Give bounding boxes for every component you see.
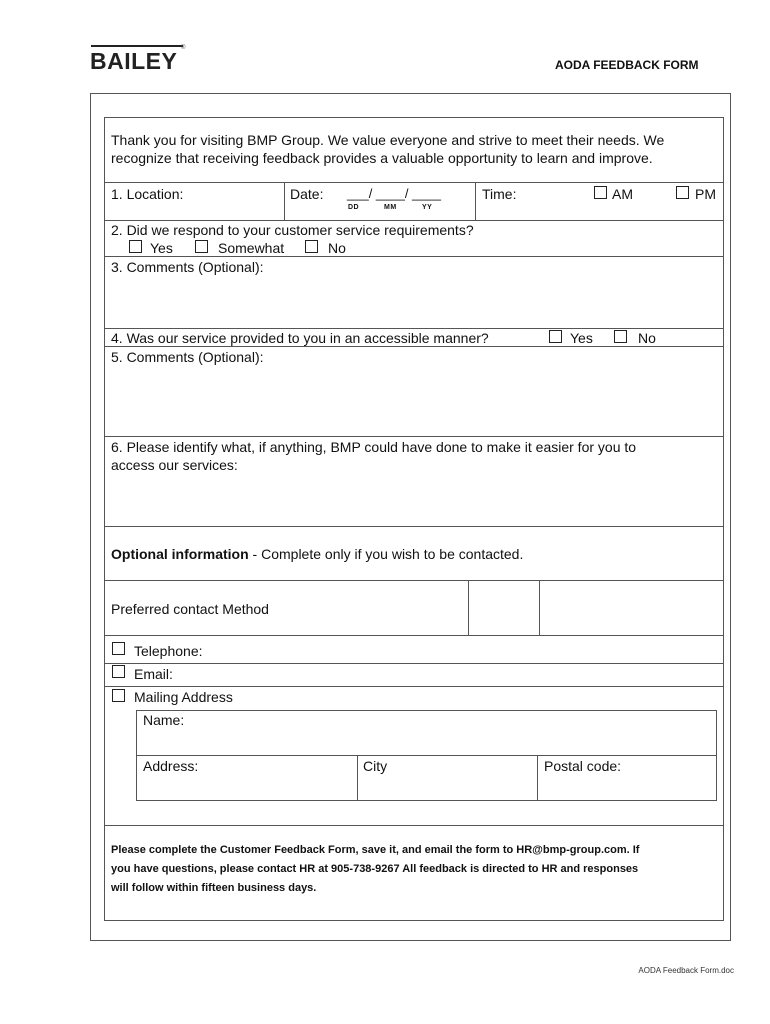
divider xyxy=(539,580,540,635)
date-mm-label: MM xyxy=(384,204,397,211)
telephone-label: Telephone: xyxy=(134,643,203,659)
divider xyxy=(104,686,724,687)
divider xyxy=(475,182,476,220)
intro-line-1: Thank you for visiting BMP Group. We value everyone and strive to meet their needs. We xyxy=(111,132,665,148)
intro-line-2: recognize that receiving feedback provides a valuable opportunity to learn and improve. xyxy=(111,150,653,166)
q2-yes-checkbox[interactable] xyxy=(129,240,142,253)
divider xyxy=(104,825,724,826)
postal-code-label: Postal code: xyxy=(544,758,622,774)
bailey-logo: BAILEY xyxy=(90,48,178,74)
location-label: 1. Location: xyxy=(111,186,184,202)
optional-info-rest: - Complete only if you wish to be contacted. xyxy=(248,546,524,562)
q6-response-field[interactable] xyxy=(111,476,716,524)
optional-info-heading xyxy=(111,545,523,563)
mailing-address-checkbox[interactable] xyxy=(112,689,125,702)
form-title: AODA FEEDBACK FORM xyxy=(555,58,699,72)
preferred-contact-label: Preferred contact Method xyxy=(111,601,269,617)
contact-method-cell-1[interactable] xyxy=(470,582,537,633)
q4-yes-label: Yes xyxy=(570,330,593,346)
divider xyxy=(104,256,724,257)
location-field[interactable] xyxy=(111,185,281,215)
pm-checkbox[interactable] xyxy=(676,186,689,199)
date-label: Date: xyxy=(290,186,324,202)
q4-yes-checkbox[interactable] xyxy=(549,330,562,343)
q3-comments-field[interactable] xyxy=(111,278,716,326)
email-label: Email: xyxy=(134,666,173,682)
registered-mark: ® xyxy=(181,45,186,51)
instructions-line-1: Please complete the Customer Feedback Form, save it, and email the form to HR@bmp-group.com. If xyxy=(111,844,640,856)
document-filename: AODA Feedback Form.doc xyxy=(638,966,734,975)
date-field[interactable]: ___/ ____/ ____ xyxy=(347,186,441,201)
divider xyxy=(104,182,724,183)
divider xyxy=(136,755,717,756)
q2-yes-label: Yes xyxy=(150,240,173,256)
optional-info-bold: Optional information xyxy=(111,546,249,562)
divider xyxy=(104,580,724,581)
divider xyxy=(104,526,724,527)
logo-bar xyxy=(91,45,183,47)
q4-question: 4. Was our service provided to you in an accessible manner? xyxy=(111,330,489,346)
q2-no-label: No xyxy=(328,240,346,256)
name-field[interactable] xyxy=(200,712,712,752)
q2-somewhat-checkbox[interactable] xyxy=(195,240,208,253)
divider xyxy=(104,436,724,437)
date-yy-label: YY xyxy=(422,204,433,211)
instructions-line-2: you have questions, please contact HR at 905-738-9267 All feedback is directed to HR and responses xyxy=(111,863,639,875)
divider xyxy=(104,663,724,664)
telephone-checkbox[interactable] xyxy=(112,642,125,655)
time-label: Time: xyxy=(482,186,517,202)
q2-no-checkbox[interactable] xyxy=(305,240,318,253)
instructions-line-3: will follow within fifteen business days. xyxy=(111,882,317,894)
divider xyxy=(104,346,724,347)
address-field[interactable] xyxy=(210,758,354,798)
divider xyxy=(284,182,285,220)
q6-line-1: 6. Please identify what, if anything, BMP could have done to make it easier for you to xyxy=(111,439,637,455)
q2-somewhat-label: Somewhat xyxy=(218,240,285,256)
am-label: AM xyxy=(612,186,633,202)
email-checkbox[interactable] xyxy=(112,665,125,678)
pm-label: PM xyxy=(695,186,716,202)
q5-comments-field[interactable] xyxy=(111,368,716,434)
divider xyxy=(357,755,358,801)
q3-label: 3. Comments (Optional): xyxy=(111,259,264,275)
q5-label: 5. Comments (Optional): xyxy=(111,349,264,365)
date-dd-label: DD xyxy=(348,204,360,211)
city-label: City xyxy=(363,758,388,774)
q6-line-2: access our services: xyxy=(111,457,238,473)
address-label: Address: xyxy=(143,758,199,774)
q4-no-label: No xyxy=(638,330,656,346)
name-label: Name: xyxy=(143,712,185,728)
contact-method-cell-2[interactable] xyxy=(541,582,722,633)
divider xyxy=(537,755,538,801)
mailing-address-label: Mailing Address xyxy=(134,689,233,705)
city-field[interactable] xyxy=(395,758,534,798)
q4-no-checkbox[interactable] xyxy=(614,330,627,343)
divider xyxy=(468,580,469,635)
postal-code-field[interactable] xyxy=(635,758,714,798)
divider xyxy=(104,635,724,636)
am-checkbox[interactable] xyxy=(594,186,607,199)
q2-question: 2. Did we respond to your customer service requirements? xyxy=(111,222,474,238)
